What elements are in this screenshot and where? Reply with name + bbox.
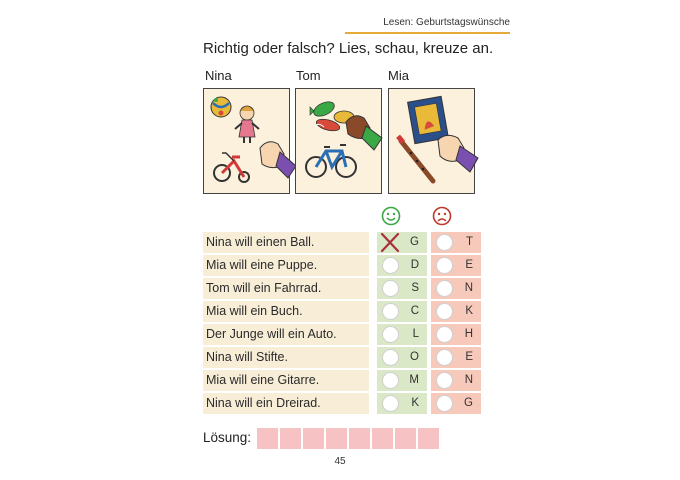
happy-face-icon [381, 206, 401, 226]
answer-circle[interactable] [382, 395, 399, 412]
statement-row [203, 278, 479, 299]
answer-letter: K [411, 397, 419, 409]
page-header: Lesen: Geburtstagswünsche [383, 17, 510, 28]
solution-box[interactable] [349, 428, 370, 449]
answer-circle[interactable] [436, 372, 453, 389]
answer-letter: L [412, 328, 419, 340]
statement-text: Der Junge will ein Auto. [203, 324, 369, 345]
statement-row [203, 347, 479, 368]
answer-right-cell[interactable] [377, 393, 427, 414]
answer-circle[interactable] [436, 234, 453, 251]
answer-letter: S [411, 282, 419, 294]
sad-face-icon [432, 206, 452, 226]
statement-text: Mia will ein Buch. [203, 301, 369, 322]
statement-text: Mia will eine Gitarre. [203, 370, 369, 391]
answer-letter: T [465, 236, 473, 248]
ball-icon [211, 97, 231, 117]
answer-letter: H [464, 328, 473, 340]
page-number: 45 [334, 456, 346, 467]
header-rule [345, 32, 510, 34]
statement-row [203, 301, 479, 322]
answer-wrong-cell[interactable] [431, 278, 481, 299]
answer-circle[interactable] [436, 303, 453, 320]
statement-row [203, 255, 479, 276]
answer-right-cell[interactable] [377, 370, 427, 391]
solution-box[interactable] [257, 428, 278, 449]
answer-wrong-cell[interactable] [431, 393, 481, 414]
answer-circle[interactable] [436, 257, 453, 274]
statement-row [203, 393, 479, 414]
answer-letter: C [410, 305, 419, 317]
answer-right-cell[interactable] [377, 301, 427, 322]
statement-text: Mia will eine Puppe. [203, 255, 369, 276]
answer-letter: K [465, 305, 473, 317]
answer-circle[interactable] [436, 395, 453, 412]
answer-wrong-cell[interactable] [431, 301, 481, 322]
solution-box[interactable] [303, 428, 324, 449]
solution-box[interactable] [280, 428, 301, 449]
answer-letter: O [410, 351, 419, 363]
statement-row [203, 232, 479, 253]
statement-text: Tom will ein Fahrrad. [203, 278, 369, 299]
solution-box[interactable] [372, 428, 393, 449]
hand-icon [436, 130, 480, 180]
statement-text: Nina will ein Dreirad. [203, 393, 369, 414]
tricycle-icon [214, 153, 249, 182]
answer-letter: N [464, 282, 473, 294]
statement-text: Nina will einen Ball. [203, 232, 369, 253]
answer-letter: M [409, 374, 419, 386]
answer-circle[interactable] [382, 349, 399, 366]
answer-circle[interactable] [436, 349, 453, 366]
answer-right-cell[interactable] [377, 324, 427, 345]
answer-circle[interactable] [436, 326, 453, 343]
answer-letter: G [410, 236, 419, 248]
answer-circle[interactable] [382, 257, 399, 274]
statement-row [203, 324, 479, 345]
answer-wrong-cell[interactable] [431, 324, 481, 345]
answer-letter: E [465, 259, 473, 271]
answer-right-cell[interactable] [377, 232, 427, 253]
answer-right-cell[interactable] [377, 255, 427, 276]
kid-name-tom: Tom [296, 68, 321, 83]
kid-name-mia: Mia [388, 68, 409, 83]
statement-text: Nina will Stifte. [203, 347, 369, 368]
answer-right-cell[interactable] [377, 278, 427, 299]
solution-box[interactable] [418, 428, 439, 449]
instruction-text: Richtig oder falsch? Lies, schau, kreuze an. [203, 40, 494, 57]
answer-letter: N [464, 374, 473, 386]
answer-circle[interactable] [382, 372, 399, 389]
hand-icon [258, 136, 298, 184]
solution-box[interactable] [395, 428, 416, 449]
answer-wrong-cell[interactable] [431, 347, 481, 368]
answer-wrong-cell[interactable] [431, 255, 481, 276]
answer-wrong-cell[interactable] [431, 370, 481, 391]
answer-letter: D [410, 259, 419, 271]
hand-icon [344, 108, 384, 154]
kid-name-nina: Nina [205, 68, 232, 83]
answer-circle[interactable] [436, 280, 453, 297]
solution-label: Lösung: [203, 430, 252, 445]
answer-circle[interactable] [382, 326, 399, 343]
solution-box[interactable] [326, 428, 347, 449]
answer-right-cell[interactable] [377, 347, 427, 368]
cross-mark-icon [379, 232, 401, 253]
doll-icon [235, 106, 259, 143]
answer-circle[interactable] [382, 280, 399, 297]
answer-wrong-cell[interactable] [431, 232, 481, 253]
answer-letter: E [465, 351, 473, 363]
answer-circle[interactable] [382, 303, 399, 320]
answer-letter: G [464, 397, 473, 409]
statement-row [203, 370, 479, 391]
